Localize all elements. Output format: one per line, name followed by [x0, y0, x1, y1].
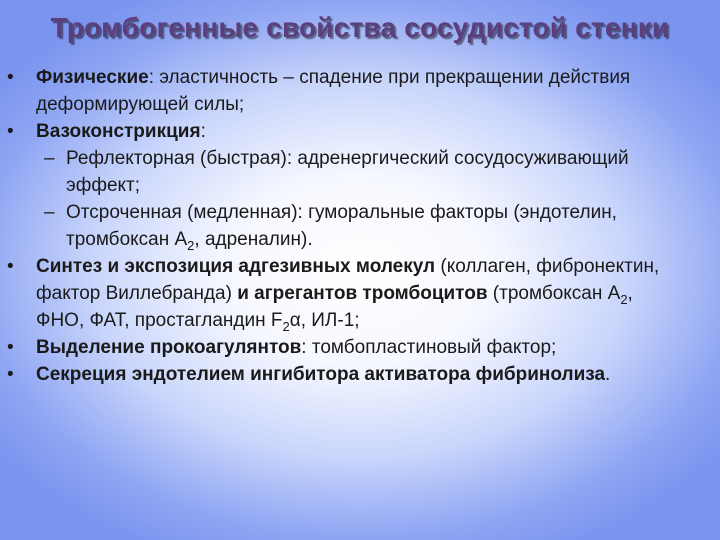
list-item-secretion [7, 361, 686, 388]
bullet-icon: • [7, 121, 14, 142]
sub-item-text: Отсроченная (медленная): гуморальные факторы (эндотелин, тромбоксан А [66, 202, 617, 250]
item-text-2: (тромбоксан А [487, 283, 621, 304]
item-text-3: , ФНО, ФАТ, простагландин F [36, 283, 633, 331]
item-text: : [200, 121, 206, 142]
bullet-icon: • [7, 67, 14, 88]
item-term: Синтез и экспозиция адгезивных молекул [36, 256, 436, 277]
bullet-list [0, 64, 720, 388]
bullet-icon: • [7, 364, 14, 385]
sub-item-delayed [44, 199, 661, 253]
list-item-physical [7, 64, 686, 118]
item-text: : томбопластиновый фактор; [301, 337, 557, 358]
item-term: Физические [36, 67, 149, 88]
item-term: Секреция эндотелием ингибитора активатора фибринолиза [36, 364, 606, 385]
list-item-procoagulants [7, 334, 686, 361]
bullet-icon: • [7, 256, 14, 277]
item-term: Вазоконстрикция [36, 121, 201, 142]
item-term-2: и агрегантов тромбоцитов [237, 283, 488, 304]
bullet-icon: • [7, 337, 14, 358]
sub-item-reflex [44, 145, 661, 199]
dash-icon: – [44, 202, 55, 223]
subscript: 2 [620, 291, 628, 307]
slide-title: Тромбогенные свойства сосудистой стенки [50, 12, 670, 43]
item-term: Выделение прокоагулянтов [36, 337, 302, 358]
list-item-synthesis [7, 253, 686, 334]
item-text: (коллаген, фибронектин, фактор Виллебранда) [36, 256, 660, 304]
item-text-4: α, ИЛ-1; [289, 310, 360, 331]
item-text: . [605, 364, 611, 385]
sub-item-text-end: , адреналин). [194, 229, 313, 250]
item-text: : эластичность – спадение при прекращении действия деформирующей силы; [36, 67, 631, 115]
subscript: 2 [187, 237, 195, 253]
dash-icon: – [44, 148, 55, 169]
subscript-2: 2 [282, 318, 290, 334]
list-item-vasoconstriction [7, 118, 686, 145]
sub-item-text: Рефлекторная (быстрая): адренергический сосудосуживающий эффект; [66, 148, 629, 196]
